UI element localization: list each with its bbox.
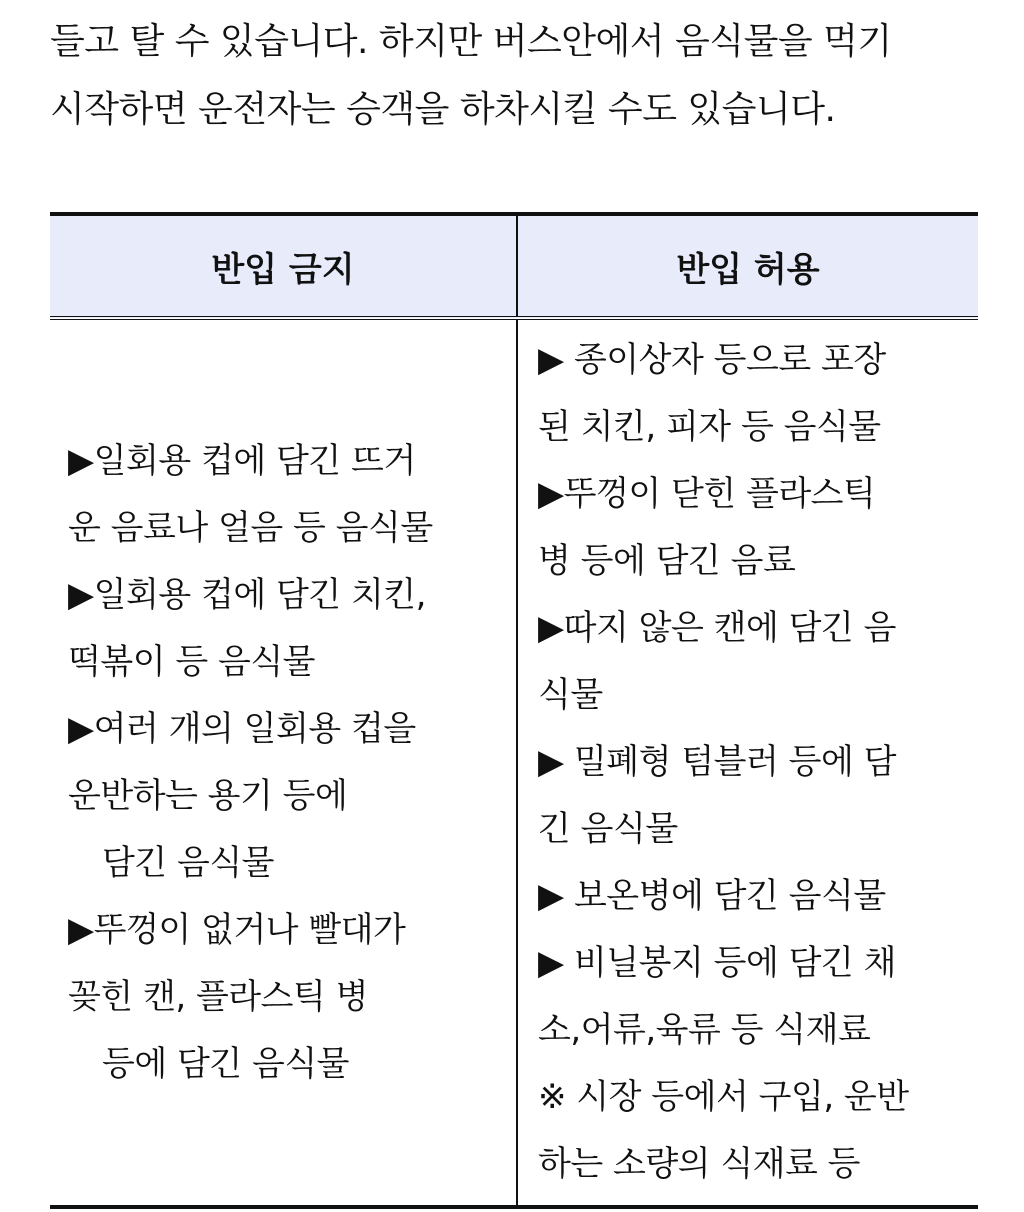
allowed-line: ▶ 종이상자 등으로 포장 xyxy=(538,340,886,380)
banned-list xyxy=(50,330,516,1195)
allowed-line: ▶ 비닐봉지 등에 담긴 채 xyxy=(538,943,896,983)
intro-paragraph xyxy=(50,8,990,144)
banned-line: 꽂힌 캔, 플라스틱 병 xyxy=(68,976,368,1017)
allowed-line: ▶ 밀폐형 텀블러 등에 담 xyxy=(538,742,896,782)
header-banned: 반입 금지 xyxy=(50,214,517,318)
table-body xyxy=(50,318,978,1207)
banned-line: 떡볶이 등 음식물 xyxy=(68,641,316,682)
allowed-list xyxy=(518,320,978,1205)
banned-line: ▶뚜껑이 없거나 빨대가 xyxy=(68,909,406,950)
banned-line: ▶일회용 컵에 담긴 뜨거 xyxy=(68,440,416,481)
allowed-line: ▶뚜껑이 닫힌 플라스틱 xyxy=(538,474,876,514)
banned-cell xyxy=(50,318,517,1207)
intro-line: 시작하면 운전자는 승객을 하차시킬 수도 있습니다. xyxy=(50,89,836,130)
banned-line: 운반하는 용기 등에 xyxy=(68,775,348,816)
allowed-line: 된 치킨, 피자 등 음식물 xyxy=(538,407,881,447)
table-header xyxy=(50,214,978,318)
table-header-row xyxy=(50,214,978,318)
food-carry-table-wrapper xyxy=(50,212,976,1209)
allowed-line: ▶ 보온병에 담긴 음식물 xyxy=(538,876,886,916)
banned-line: 운 음료나 얼음 등 음식물 xyxy=(68,507,433,548)
banned-line: ▶일회용 컵에 담긴 치킨, xyxy=(68,574,426,615)
allowed-line: 식물 xyxy=(538,675,603,715)
allowed-line: 병 등에 담긴 음료 xyxy=(538,541,796,581)
intro-line: 들고 탈 수 있습니다. 하지만 버스안에서 음식물을 먹기 xyxy=(50,21,892,62)
header-allowed: 반입 허용 xyxy=(517,214,978,318)
banned-line: 등에 담긴 음식물 xyxy=(102,1043,350,1084)
food-carry-table xyxy=(50,212,978,1209)
allowed-line: 하는 소량의 식재료 등 xyxy=(538,1144,861,1184)
allowed-cell xyxy=(517,318,978,1207)
table-row xyxy=(50,318,978,1207)
allowed-line: 소,어류,육류 등 식재료 xyxy=(538,1010,871,1050)
banned-line: ▶여러 개의 일회용 컵을 xyxy=(68,708,416,749)
banned-line: 담긴 음식물 xyxy=(102,842,275,883)
allowed-line: ▶따지 않은 캔에 담긴 음 xyxy=(538,608,896,648)
allowed-line: ※ 시장 등에서 구입, 운반 xyxy=(538,1077,909,1117)
allowed-line: 긴 음식물 xyxy=(538,809,678,849)
